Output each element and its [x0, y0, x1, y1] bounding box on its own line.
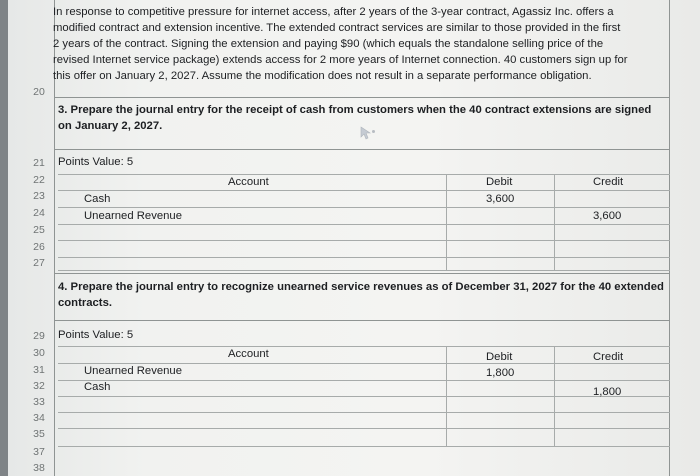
divider: [54, 149, 670, 150]
intro-line: 2 years of the contract. Signing the extension and paying $90 (which equals the standalone selling price of the: [53, 38, 604, 50]
question-4-prompt: contracts.: [58, 297, 112, 309]
row-number: 38: [33, 462, 45, 474]
journal-table-q4: [58, 346, 670, 446]
row-number-column: [28, 0, 50, 476]
account-cell[interactable]: Unearned Revenue: [84, 210, 182, 222]
row-number: 30: [33, 347, 45, 359]
credit-cell[interactable]: 1,800: [593, 386, 622, 398]
row-number: 24: [33, 207, 45, 219]
row-number: 21: [33, 157, 45, 169]
debit-header: Debit: [486, 351, 513, 363]
row-number: 35: [33, 428, 45, 440]
row-number: 22: [33, 174, 45, 186]
row-number: 27: [33, 257, 45, 269]
question-3-prompt: on January 2, 2027.: [58, 120, 163, 132]
row-number: 29: [33, 330, 45, 342]
worksheet-page: [8, 0, 700, 476]
debit-cell[interactable]: 1,800: [486, 367, 515, 379]
question-3-points: Points Value: 5: [58, 156, 134, 168]
account-cell[interactable]: Cash: [84, 381, 111, 393]
row-number: 32: [33, 380, 45, 392]
row-number: 23: [33, 190, 45, 202]
divider: [54, 273, 670, 274]
mouse-pointer-icon: [360, 126, 372, 140]
journal-table-q3: [58, 174, 670, 270]
divider: [54, 320, 670, 321]
credit-cell[interactable]: 3,600: [593, 210, 622, 222]
debit-header: Debit: [486, 176, 513, 188]
divider: [54, 97, 670, 98]
intro-line: In response to competitive pressure for internet access, after 2 years of the 3-year contract, Agassiz Inc. offers a: [53, 6, 614, 18]
row-number: 34: [33, 412, 45, 424]
account-cell[interactable]: Unearned Revenue: [84, 365, 182, 377]
intro-line: modified contract and extension incentive. The extended contract services are similar to those provided in the first: [53, 22, 621, 34]
intro-line: this offer on January 2, 2027. Assume the modification does not result in a separate performance obligation.: [53, 70, 592, 82]
credit-header: Credit: [593, 176, 624, 188]
credit-header: Credit: [593, 351, 624, 363]
account-header: Account: [228, 348, 269, 360]
row-number: 26: [33, 241, 45, 253]
debit-cell[interactable]: 3,600: [486, 193, 515, 205]
worksheet-cells: [54, 0, 670, 476]
row-number: 20: [33, 86, 45, 98]
question-3-prompt: 3. Prepare the journal entry for the receipt of cash from customers when the 40 contract extensions are signed: [58, 104, 652, 116]
speck: [372, 130, 375, 133]
row-number: 31: [33, 364, 45, 376]
row-number: 25: [33, 224, 45, 236]
intro-line: revised Internet service package) extends access for 2 more years of Internet connection. 40 customers sign up for: [53, 54, 628, 66]
row-number: 33: [33, 396, 45, 408]
row-number: 37: [33, 446, 45, 458]
account-cell[interactable]: Cash: [84, 193, 111, 205]
question-4-points: Points Value: 5: [58, 329, 134, 341]
account-header: Account: [228, 176, 269, 188]
question-4-prompt: 4. Prepare the journal entry to recognize unearned service revenues as of December 31, 2027 for the 40 extended: [58, 281, 664, 293]
